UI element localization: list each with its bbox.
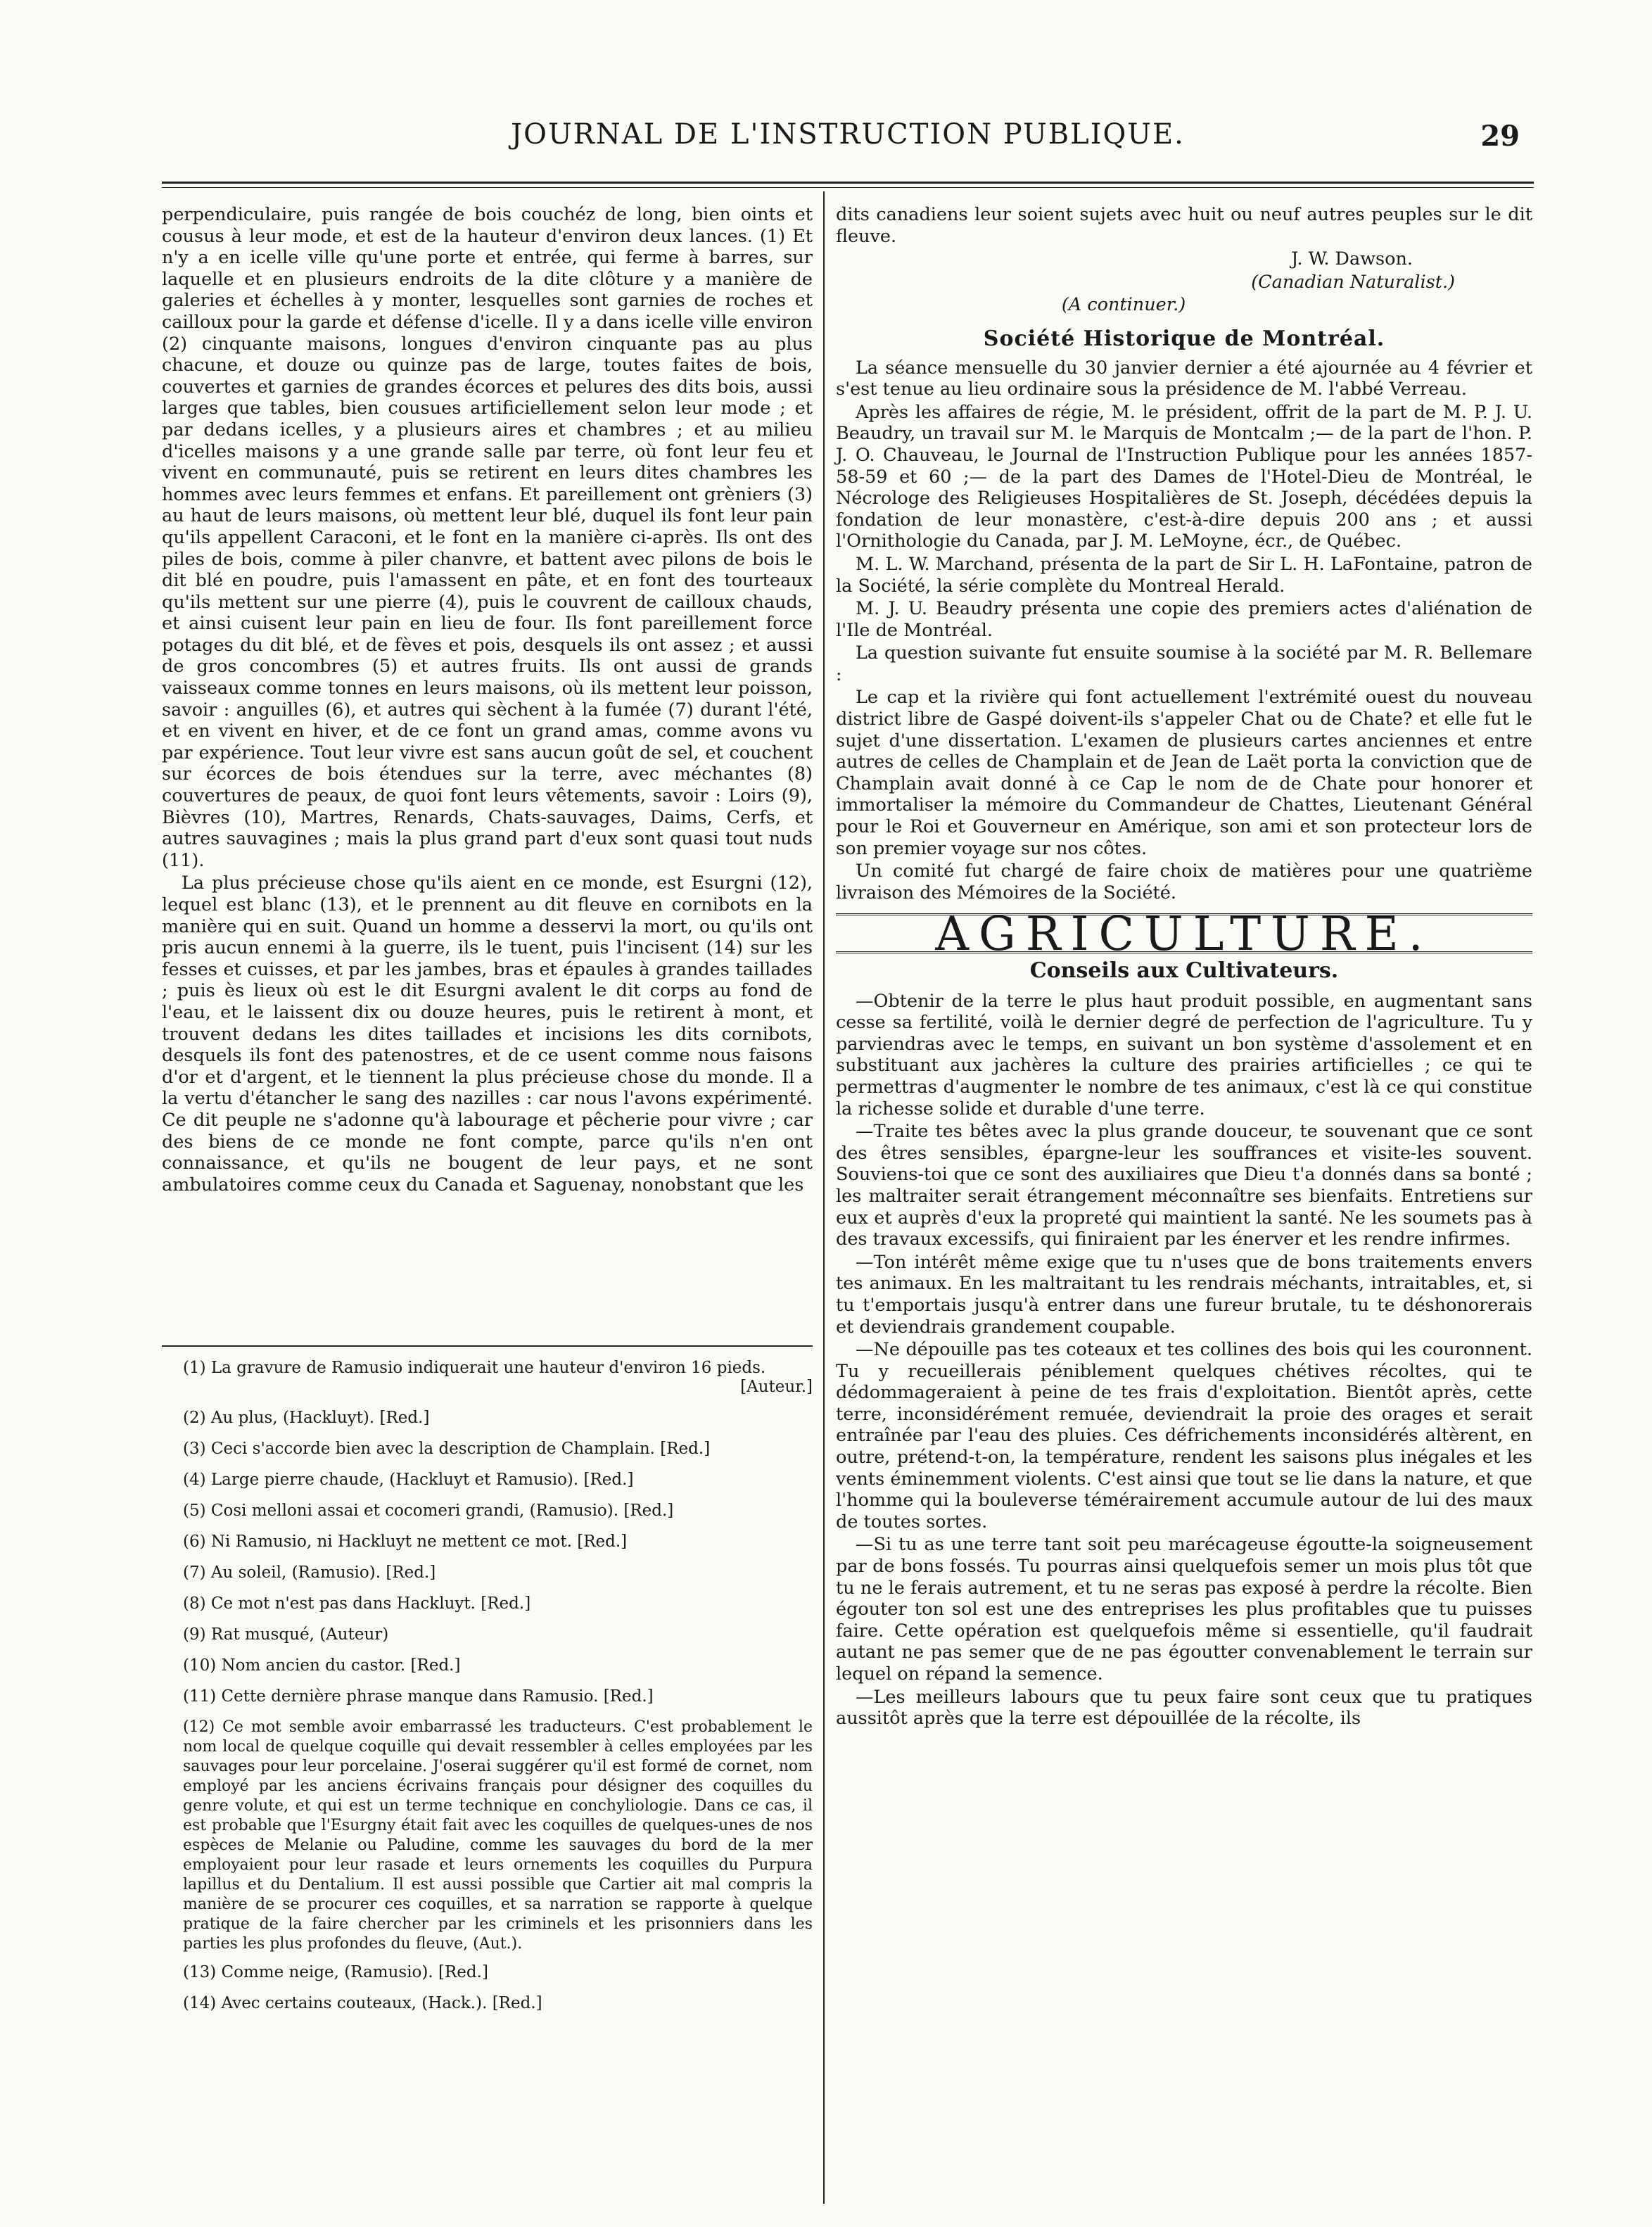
page-header (162, 118, 1534, 160)
conseils-paragraph-3: —Ton intérêt même exige que tu n'uses que de bons traitements envers tes animaux. En les maltraitant tu les rendrais méchants, intraitables, et, si tu t'emportais jusqu'à entrer dans une fureur brutale, tu te déshonorerais et deviendrais grandement coupable. (836, 1251, 1532, 1338)
societe-heading: Société Historique de Montréal. (983, 326, 1385, 351)
footnote-8: (8) Ce mot n'est pas dans Hackluyt. [Red.] (183, 1594, 531, 1613)
footnote-7: (7) Au soleil, (Ramusio). [Red.] (183, 1563, 436, 1582)
agriculture-title: AGRICULTURE. (935, 907, 1433, 962)
footnote-2: (2) Au plus, (Hackluyt). [Red.] (183, 1409, 430, 1427)
conseils-paragraph-5: —Si tu as une terre tant soit peu marécageuse égoutte-la soigneusement par de bons fossés. Tu pourras ainsi quelquefois semer un mois plus tôt que tu ne le ferais autrement, et tu ne seras pas exposé à perdre la récolte. Bien égouter ton sol est une des entreprises les plus profitables que tu puisses faire. Cette opération est quelquefois même si essentielle, qu'il faudrait autant ne pas semer que de ne pas égoutter convenablement le terrain sur lequel on répand la semence. (836, 1534, 1532, 1684)
left-column (162, 204, 813, 1197)
column-divider (823, 191, 825, 2204)
societe-paragraph-1: La séance mensuelle du 30 janvier dernier a été ajournée au 4 février et s'est tenue au lieu ordinaire sous la présidence de M. l'abbé Verreau. (836, 357, 1532, 400)
footnote-text: (1) La gravure de Ramusio indiquerait une hauteur d'environ 16 pieds. (183, 1359, 766, 1377)
footnote-14: (14) Avec certains couteaux, (Hack.). [Red.] (183, 1994, 542, 2012)
societe-paragraph-5: La question suivante fut ensuite soumise à la société par M. R. Bellemare : (836, 642, 1532, 685)
page-number: 29 (1480, 120, 1520, 153)
footnote-4: (4) Large pierre chaude, (Hackluyt et Ramusio). [Red.] (183, 1471, 634, 1489)
footnote-ref: [Auteur.] (740, 1378, 813, 1396)
header-rule (162, 182, 1534, 184)
conseils-paragraph-4: —Ne dépouille pas tes coteaux et tes collines des bois qui les couronnent. Tu y recueillerais péniblement quelques chétives récoltes, qui te dédommageraient à peine de tes frais d'exploitation. Bientôt après, cette terre, inconsidérément remuée, deviendrait la proie des orages et serait entraînée par l'eau des pluies. Ces défrichements inconsidérés altèrent, en outre, prétend-t-on, la température, rendent les saisons plus inégales et les vents éminemment violents. C'est ainsi que tout se lie dans la nature, et que l'homme qui la bouleverse témérairement accumule autour de lui des maux de toutes sortes. (836, 1339, 1532, 1533)
header-rule-thin (162, 187, 1534, 188)
footnote-9: (9) Rat musqué, (Auteur) (183, 1625, 389, 1644)
footnote-rule (162, 1345, 813, 1347)
societe-paragraph-6: Le cap et la rivière qui font actuellement l'extrémité ouest du nouveau district libre de Gaspé doivent-ils s'appeler Chat ou de Chate? et elle fut le sujet d'une dissertation. L'examen de plusieurs cartes anciennes et entre autres de celles de Champlain et de Jean de Laët porta la conviction que de Champlain avait donné à ce Cap le nom de de Chate pour honorer et immortaliser la mémoire du Commandeur de Chattes, Lieutenant Général pour le Roi et Gouverneur en Amérique, son ami et son protecteur lors de son premier voyage sur nos côtes. (836, 687, 1532, 859)
author-source: (Canadian Naturalist.) (1251, 271, 1455, 293)
left-paragraph-1: perpendiculaire, puis rangée de bois couchéz de long, bien oints et cousus à leur mode, et est de la hauteur d'environ deux lances. (1) Et n'y a en icelle ville qu'une porte et entrée, qui ferme à barres, sur laquelle et en plusieurs endroits de la dite clôture y a manière de galeries et échelles à y monter, lesquelles sont garnies de roches et cailloux pour la garde et défense d'icelle. Il y a dans icelle ville environ (2) cinquante maisons, longues d'environ cinquante pas au plus chacune, et douze ou quinze pas de large, toutes faites de bois, couvertes et garnies de grandes écorces et pelures des dits bois, aussi larges que tables, bien cousues artificiellement selon leur mode ; et par dedans icelles, y a plusieurs aires et chambres ; et au milieu d'icelles maisons y a une grande salle par terre, où font leur feu et vivent en communauté, puis se retirent en leurs dites chambres les hommes avec leurs femmes et enfans. Et pareillement ont grèniers (3) au haut de leurs maisons, où mettent leur blé, duquel ils font leur pain qu'ils appellent Caraconi, et le font en la manière ci-après. Ils ont des piles de bois, comme à piler chanvre, et battent avec pilons de bois le dit blé en poudre, puis l'amassent en pâte, et en font des tourteaux qu'ils mettent sur une pierre (4), puis le couvrent de cailloux chauds, et ainsi cuisent leur pain en lieu de four. Ils font pareillement force potages du dit blé, et de fèves et pois, desquels ils ont assez ; et aussi de gros concombres (5) et autres fruits. Ils ont aussi de grands vaisseaux comme tonnes en leurs maisons, où ils mettent leur poisson, savoir : anguilles (6), et autres qui sèchent à la fumée (7) durant l'été, et en vivent en hiver, et de ce font un grand amas, comme avons vu par expérience. Tout leur vivre est sans aucun goût de sel, et couchent sur écorces de bois étendues sur la terre, avec méchantes (8) couvertures de peaux, de quoi font leurs vêtements, savoir : Loirs (9), Bièvres (10), Martres, Renards, Chats-sauvages, Daims, Cerfs, et autres sauvagines ; mais la plus grand part d'eux sont quasi tout nuds (11). (162, 204, 813, 871)
footnote-12: (12) Ce mot semble avoir embarrassé les traducteurs. C'est probablement le nom local de quelque coquille qui devait ressembler à celles employées par les sauvages pour leur porcelaine. J'oserai suggérer qu'il est formé de cornet, nom employé par les anciens écrivains français pour désigner des coquilles du genre volute, et qui est un terme technique en conchyliologie. Dans ce cas, il est probable que l'Esurgny était fait avec les coquilles de quelques-unes de nos espèces de Melanie ou Paludine, comme les sauvages du bord de la mer employaient pour leur rasade et leurs ornements les coquilles du Purpura lapillus et du Dentalium. Il est aussi possible que Cartier ait mal compris la manière de se procurer ces coquilles, et sa narration se rapporte à quelque pratique de la faire chercher par les criminels et les prisonniers dans les parties les plus profondes du fleuve, (Aut.). (183, 1718, 813, 1953)
societe-paragraph-4: M. J. U. Beaudry présenta une copie des premiers actes d'aliénation de l'Ile de Montréal. (836, 598, 1532, 641)
conseils-heading: Conseils aux Cultivateurs. (1029, 958, 1339, 983)
footnote-13: (13) Comme neige, (Ramusio). [Red.] (183, 1963, 488, 1981)
footnote-6: (6) Ni Ramusio, ni Hackluyt ne mettent ce mot. [Red.] (183, 1533, 628, 1551)
footnote-10: (10) Nom ancien du castor. [Red.] (183, 1656, 461, 1675)
right-intro: dits canadiens leur soient sujets avec huit ou neuf autres peuples sur le dit fleuve. (836, 204, 1532, 247)
societe-paragraph-3: M. L. W. Marchand, présenta de la part de Sir L. H. LaFontaine, patron de la Société, la série complète du Montreal Herald. (836, 553, 1532, 597)
footnote-11: (11) Cette dernière phrase manque dans Ramusio. [Red.] (183, 1687, 654, 1706)
author-signature: J. W. Dawson. (1291, 248, 1413, 270)
to-be-continued: (A continuer.) (1061, 294, 1186, 316)
footnotes (162, 1358, 813, 2024)
conseils-paragraph-2: —Traite tes bêtes avec la plus grande douceur, te souvenant que ce sont des êtres sensibles, épargne-leur les souffrances et visite-les souvent. Souviens-toi que ce sont des auxiliaires que Dieu t'a donnés dans sa bonté ; les maltraiter serait étrangement méconnaître ses bienfaits. Entretiens sur eux et auprès d'eux la propreté qui maintient la santé. Ne les soumets pas à des travaux excessifs, qui finiraient par les énerver et les rendre infirmes. (836, 1121, 1532, 1250)
conseils-paragraph-1: —Obtenir de la terre le plus haut produit possible, en augmentant sans cesse sa fertilité, voilà le dernier degré de perfection de l'agriculture. Tu y parviendras avec le temps, en suivant un bon système d'assolement et en substituant aux jachères la culture des prairies artificielles ; ce qui te permettras d'augmenter le nombre de tes animaux, c'est là ce qui constitue la richesse solide et durable d'une terre. (836, 990, 1532, 1119)
societe-paragraph-2: Après les affaires de régie, M. le président, offrit de la part de M. P. J. U. Beaudry, un travail sur M. le Marquis de Montcalm ;— de la part de l'hon. P. J. O. Chauveau, le Journal de l'Instruction Publique pour les années 1857-58-59 et 60 ;— de la part des Dames de l'Hotel-Dieu de Montréal, le Nécrologe des Religieuses Hospitalières de St. Joseph, décédées depuis la fondation de leur monastère, c'est-à-dire depuis 200 ans ; et aussi l'Ornithologie du Canada, par J. M. LeMoyne, écr., de Québec. (836, 401, 1532, 552)
left-paragraph-2: La plus précieuse chose qu'ils aient en ce monde, est Esurgni (12), lequel est blanc (13), et le prennent au dit fleuve en cornibots en la manière qui en suit. Quand un homme a desservi la mort, ou qu'ils ont pris aucun ennemi à la guerre, ils le tuent, puis l'incisent (14) sur les fesses et cuisses, et par les jambes, bras et épaules à grandes taillades ; puis ès lieux où est le dit Esurgni avalent le dit corps au fond de l'eau, et le laissent dix ou douze heures, puis le retirent à mont, et trouvent dedans les dites taillades et incisions les dits cornibots, desquels ils font des patenostres, et de ce usent comme nous faisons d'or et d'argent, et le tiennent la plus précieuse chose du monde. Il a la vertu d'étancher le sang des nazilles : car nous l'avons expérimenté. Ce dit peuple ne s'adonne qu'à labourage et pêcherie pour vivre ; car des biens de ce monde ne font compte, parce qu'ils n'en ont connaissance, et qu'ils ne bougent de leur pays, et ne sont ambulatoires comme ceux du Canada et Saguenay, nonobstant que les (162, 873, 813, 1195)
right-column (836, 204, 1532, 1731)
running-title: JOURNAL DE L'INSTRUCTION PUBLIQUE. (511, 118, 1185, 151)
conseils-paragraph-6: —Les meilleurs labours que tu peux faire sont ceux que tu pratiques aussitôt après que la terre est dépouillée de la récolte, ils (836, 1686, 1532, 1730)
footnote-3: (3) Ceci s'accorde bien avec la description de Champlain. [Red.] (183, 1440, 711, 1458)
footnote-1 (162, 1358, 813, 1397)
footnote-5: (5) Cosi melloni assai et cocomeri grandi, (Ramusio). [Red.] (183, 1502, 674, 1520)
societe-paragraph-7: Un comité fut chargé de faire choix de matières pour une quatrième livraison des Mémoires de la Société. (836, 861, 1532, 903)
agriculture-banner (836, 907, 1532, 962)
